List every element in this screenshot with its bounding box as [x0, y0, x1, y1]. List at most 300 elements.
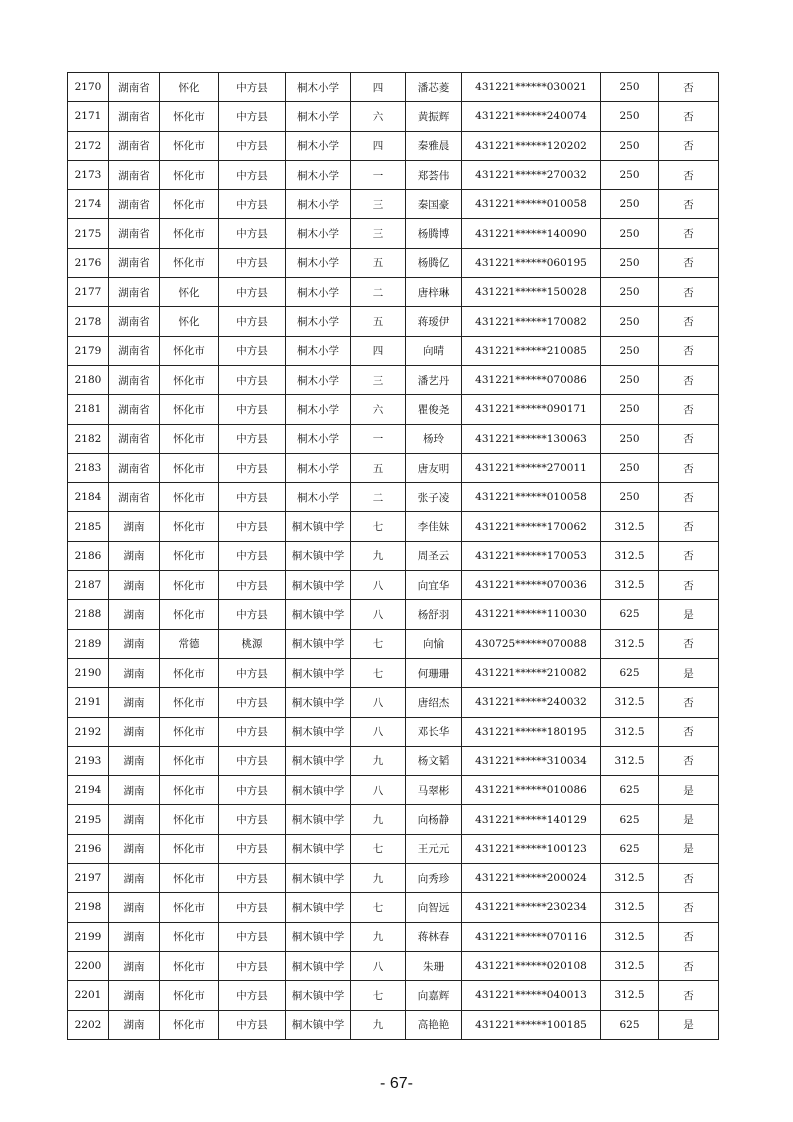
id-number-cell: 431221******070086 — [462, 365, 601, 394]
amount-cell: 250 — [601, 278, 659, 307]
amount-cell: 625 — [601, 600, 659, 629]
province-cell: 湖南 — [109, 541, 160, 570]
id-number-cell: 431221******140129 — [462, 805, 601, 834]
flag-cell: 否 — [659, 541, 719, 570]
city-cell: 怀化市 — [160, 160, 219, 189]
id-number-cell: 430725******070088 — [462, 629, 601, 658]
province-cell: 湖南 — [109, 658, 160, 687]
county-cell: 中方县 — [219, 160, 286, 189]
id-number-cell: 431221******070116 — [462, 922, 601, 951]
student-name-cell: 邓长华 — [406, 717, 462, 746]
table-row — [68, 981, 719, 1010]
table-row — [68, 893, 719, 922]
flag-cell: 否 — [659, 453, 719, 482]
grade-cell: 七 — [351, 629, 406, 658]
school-cell: 桐木小学 — [286, 248, 351, 277]
table-row — [68, 102, 719, 131]
row-index-cell: 2201 — [68, 981, 109, 1010]
amount-cell: 250 — [601, 248, 659, 277]
amount-cell: 312.5 — [601, 893, 659, 922]
city-cell: 怀化市 — [160, 717, 219, 746]
county-cell: 中方县 — [219, 981, 286, 1010]
school-cell: 桐木小学 — [286, 131, 351, 160]
student-name-cell: 杨文韬 — [406, 746, 462, 775]
table-row — [68, 190, 719, 219]
amount-cell: 312.5 — [601, 981, 659, 1010]
county-cell: 中方县 — [219, 864, 286, 893]
table-body — [68, 73, 719, 1040]
county-cell: 中方县 — [219, 102, 286, 131]
school-cell: 桐木镇中学 — [286, 717, 351, 746]
grade-cell: 九 — [351, 1010, 406, 1039]
school-cell: 桐木小学 — [286, 483, 351, 512]
id-number-cell: 431221******030021 — [462, 73, 601, 102]
row-index-cell: 2188 — [68, 600, 109, 629]
grade-cell: 七 — [351, 834, 406, 863]
city-cell: 怀化市 — [160, 365, 219, 394]
amount-cell: 250 — [601, 307, 659, 336]
student-name-cell: 李佳妹 — [406, 512, 462, 541]
student-name-cell: 郑荟伟 — [406, 160, 462, 189]
amount-cell: 625 — [601, 658, 659, 687]
flag-cell: 否 — [659, 629, 719, 658]
county-cell: 中方县 — [219, 248, 286, 277]
row-index-cell: 2178 — [68, 307, 109, 336]
amount-cell: 250 — [601, 395, 659, 424]
row-index-cell: 2196 — [68, 834, 109, 863]
city-cell: 怀化市 — [160, 834, 219, 863]
city-cell: 怀化市 — [160, 805, 219, 834]
id-number-cell: 431221******140090 — [462, 219, 601, 248]
province-cell: 湖南省 — [109, 73, 160, 102]
flag-cell: 否 — [659, 571, 719, 600]
province-cell: 湖南 — [109, 834, 160, 863]
student-name-cell: 马翠彬 — [406, 776, 462, 805]
grade-cell: 五 — [351, 307, 406, 336]
flag-cell: 否 — [659, 307, 719, 336]
row-index-cell: 2181 — [68, 395, 109, 424]
grade-cell: 七 — [351, 658, 406, 687]
flag-cell: 否 — [659, 922, 719, 951]
id-number-cell: 431221******010086 — [462, 776, 601, 805]
table-row — [68, 541, 719, 570]
student-name-cell: 潘芯菱 — [406, 73, 462, 102]
flag-cell: 否 — [659, 864, 719, 893]
id-number-cell: 431221******060195 — [462, 248, 601, 277]
row-index-cell: 2183 — [68, 453, 109, 482]
grade-cell: 九 — [351, 541, 406, 570]
amount-cell: 250 — [601, 483, 659, 512]
table-row — [68, 1010, 719, 1039]
city-cell: 怀化市 — [160, 893, 219, 922]
grade-cell: 五 — [351, 453, 406, 482]
flag-cell: 否 — [659, 219, 719, 248]
id-number-cell: 431221******100123 — [462, 834, 601, 863]
table-row — [68, 131, 719, 160]
county-cell: 中方县 — [219, 307, 286, 336]
amount-cell: 312.5 — [601, 629, 659, 658]
amount-cell: 250 — [601, 336, 659, 365]
row-index-cell: 2184 — [68, 483, 109, 512]
school-cell: 桐木镇中学 — [286, 893, 351, 922]
flag-cell: 是 — [659, 600, 719, 629]
province-cell: 湖南 — [109, 688, 160, 717]
city-cell: 怀化市 — [160, 131, 219, 160]
flag-cell: 否 — [659, 688, 719, 717]
school-cell: 桐木小学 — [286, 278, 351, 307]
row-index-cell: 2192 — [68, 717, 109, 746]
school-cell: 桐木镇中学 — [286, 922, 351, 951]
grade-cell: 九 — [351, 864, 406, 893]
student-name-cell: 潘艺丹 — [406, 365, 462, 394]
province-cell: 湖南省 — [109, 483, 160, 512]
city-cell: 怀化 — [160, 278, 219, 307]
table-row — [68, 365, 719, 394]
id-number-cell: 431221******310034 — [462, 746, 601, 775]
city-cell: 怀化市 — [160, 951, 219, 980]
province-cell: 湖南 — [109, 776, 160, 805]
flag-cell: 否 — [659, 73, 719, 102]
row-index-cell: 2200 — [68, 951, 109, 980]
city-cell: 怀化市 — [160, 922, 219, 951]
amount-cell: 250 — [601, 453, 659, 482]
amount-cell: 312.5 — [601, 571, 659, 600]
school-cell: 桐木镇中学 — [286, 776, 351, 805]
student-name-cell: 杨腾亿 — [406, 248, 462, 277]
city-cell: 怀化市 — [160, 746, 219, 775]
city-cell: 怀化市 — [160, 190, 219, 219]
grade-cell: 六 — [351, 102, 406, 131]
id-number-cell: 431221******070036 — [462, 571, 601, 600]
amount-cell: 312.5 — [601, 512, 659, 541]
amount-cell: 312.5 — [601, 922, 659, 951]
row-index-cell: 2180 — [68, 365, 109, 394]
city-cell: 怀化市 — [160, 541, 219, 570]
table-row — [68, 571, 719, 600]
flag-cell: 否 — [659, 717, 719, 746]
county-cell: 中方县 — [219, 893, 286, 922]
table-row — [68, 73, 719, 102]
flag-cell: 否 — [659, 336, 719, 365]
data-table — [67, 72, 719, 1040]
city-cell: 怀化 — [160, 307, 219, 336]
student-name-cell: 蒋林春 — [406, 922, 462, 951]
county-cell: 中方县 — [219, 717, 286, 746]
county-cell: 中方县 — [219, 600, 286, 629]
province-cell: 湖南省 — [109, 160, 160, 189]
province-cell: 湖南省 — [109, 190, 160, 219]
grade-cell: 一 — [351, 424, 406, 453]
school-cell: 桐木小学 — [286, 73, 351, 102]
flag-cell: 否 — [659, 131, 719, 160]
table-row — [68, 805, 719, 834]
school-cell: 桐木镇中学 — [286, 658, 351, 687]
province-cell: 湖南 — [109, 1010, 160, 1039]
grade-cell: 四 — [351, 73, 406, 102]
grade-cell: 三 — [351, 365, 406, 394]
grade-cell: 七 — [351, 981, 406, 1010]
id-number-cell: 431221******150028 — [462, 278, 601, 307]
flag-cell: 是 — [659, 834, 719, 863]
city-cell: 怀化市 — [160, 483, 219, 512]
flag-cell: 否 — [659, 248, 719, 277]
province-cell: 湖南 — [109, 600, 160, 629]
id-number-cell: 431221******240074 — [462, 102, 601, 131]
county-cell: 中方县 — [219, 278, 286, 307]
row-index-cell: 2187 — [68, 571, 109, 600]
row-index-cell: 2182 — [68, 424, 109, 453]
student-name-cell: 高艳艳 — [406, 1010, 462, 1039]
table-row — [68, 307, 719, 336]
city-cell: 怀化市 — [160, 981, 219, 1010]
table-row — [68, 395, 719, 424]
id-number-cell: 431221******210082 — [462, 658, 601, 687]
school-cell: 桐木镇中学 — [286, 688, 351, 717]
province-cell: 湖南 — [109, 512, 160, 541]
city-cell: 怀化市 — [160, 600, 219, 629]
row-index-cell: 2189 — [68, 629, 109, 658]
province-cell: 湖南 — [109, 571, 160, 600]
amount-cell: 312.5 — [601, 864, 659, 893]
city-cell: 怀化市 — [160, 1010, 219, 1039]
county-cell: 中方县 — [219, 922, 286, 951]
grade-cell: 二 — [351, 483, 406, 512]
page-number: - 67- — [380, 1075, 413, 1092]
school-cell: 桐木小学 — [286, 395, 351, 424]
school-cell: 桐木镇中学 — [286, 805, 351, 834]
table-row — [68, 278, 719, 307]
school-cell: 桐木小学 — [286, 453, 351, 482]
city-cell: 怀化市 — [160, 776, 219, 805]
province-cell: 湖南省 — [109, 365, 160, 394]
row-index-cell: 2193 — [68, 746, 109, 775]
amount-cell: 250 — [601, 190, 659, 219]
city-cell: 怀化市 — [160, 395, 219, 424]
city-cell: 怀化市 — [160, 453, 219, 482]
grade-cell: 七 — [351, 893, 406, 922]
row-index-cell: 2175 — [68, 219, 109, 248]
amount-cell: 250 — [601, 160, 659, 189]
flag-cell: 否 — [659, 365, 719, 394]
school-cell: 桐木小学 — [286, 102, 351, 131]
student-name-cell: 朱珊 — [406, 951, 462, 980]
county-cell: 中方县 — [219, 746, 286, 775]
student-name-cell: 蒋瑷伊 — [406, 307, 462, 336]
row-index-cell: 2195 — [68, 805, 109, 834]
row-index-cell: 2176 — [68, 248, 109, 277]
county-cell: 桃源 — [219, 629, 286, 658]
grade-cell: 四 — [351, 336, 406, 365]
student-name-cell: 向嘉辉 — [406, 981, 462, 1010]
city-cell: 怀化市 — [160, 424, 219, 453]
county-cell: 中方县 — [219, 1010, 286, 1039]
id-number-cell: 431221******090171 — [462, 395, 601, 424]
flag-cell: 是 — [659, 658, 719, 687]
amount-cell: 312.5 — [601, 951, 659, 980]
table-row — [68, 688, 719, 717]
county-cell: 中方县 — [219, 190, 286, 219]
province-cell: 湖南 — [109, 629, 160, 658]
id-number-cell: 431221******020108 — [462, 951, 601, 980]
id-number-cell: 431221******120202 — [462, 131, 601, 160]
amount-cell: 625 — [601, 1010, 659, 1039]
school-cell: 桐木镇中学 — [286, 571, 351, 600]
row-index-cell: 2199 — [68, 922, 109, 951]
grade-cell: 八 — [351, 688, 406, 717]
city-cell: 怀化市 — [160, 512, 219, 541]
student-name-cell: 向杨静 — [406, 805, 462, 834]
county-cell: 中方县 — [219, 365, 286, 394]
id-number-cell: 431221******230234 — [462, 893, 601, 922]
student-name-cell: 黄振辉 — [406, 102, 462, 131]
student-name-cell: 唐绍杰 — [406, 688, 462, 717]
amount-cell: 312.5 — [601, 717, 659, 746]
province-cell: 湖南省 — [109, 102, 160, 131]
student-name-cell: 张子凌 — [406, 483, 462, 512]
school-cell: 桐木小学 — [286, 160, 351, 189]
amount-cell: 625 — [601, 834, 659, 863]
county-cell: 中方县 — [219, 336, 286, 365]
student-name-cell: 向秀珍 — [406, 864, 462, 893]
grade-cell: 四 — [351, 131, 406, 160]
flag-cell: 否 — [659, 278, 719, 307]
amount-cell: 250 — [601, 73, 659, 102]
school-cell: 桐木镇中学 — [286, 951, 351, 980]
province-cell: 湖南省 — [109, 336, 160, 365]
school-cell: 桐木小学 — [286, 424, 351, 453]
flag-cell: 否 — [659, 160, 719, 189]
flag-cell: 否 — [659, 951, 719, 980]
grade-cell: 八 — [351, 717, 406, 746]
province-cell: 湖南 — [109, 746, 160, 775]
province-cell: 湖南 — [109, 981, 160, 1010]
grade-cell: 五 — [351, 248, 406, 277]
row-index-cell: 2179 — [68, 336, 109, 365]
province-cell: 湖南 — [109, 893, 160, 922]
student-name-cell: 瞿俊尧 — [406, 395, 462, 424]
school-cell: 桐木小学 — [286, 365, 351, 394]
row-index-cell: 2186 — [68, 541, 109, 570]
id-number-cell: 431221******240032 — [462, 688, 601, 717]
flag-cell: 否 — [659, 981, 719, 1010]
row-index-cell: 2190 — [68, 658, 109, 687]
county-cell: 中方县 — [219, 805, 286, 834]
county-cell: 中方县 — [219, 776, 286, 805]
amount-cell: 625 — [601, 776, 659, 805]
table-row — [68, 160, 719, 189]
row-index-cell: 2191 — [68, 688, 109, 717]
school-cell: 桐木镇中学 — [286, 541, 351, 570]
school-cell: 桐木镇中学 — [286, 746, 351, 775]
amount-cell: 625 — [601, 805, 659, 834]
student-name-cell: 秦国豪 — [406, 190, 462, 219]
school-cell: 桐木镇中学 — [286, 512, 351, 541]
amount-cell: 250 — [601, 424, 659, 453]
table-row — [68, 600, 719, 629]
flag-cell: 是 — [659, 1010, 719, 1039]
province-cell: 湖南 — [109, 717, 160, 746]
province-cell: 湖南省 — [109, 278, 160, 307]
province-cell: 湖南 — [109, 951, 160, 980]
row-index-cell: 2198 — [68, 893, 109, 922]
id-number-cell: 431221******200024 — [462, 864, 601, 893]
school-cell: 桐木镇中学 — [286, 629, 351, 658]
student-name-cell: 王元元 — [406, 834, 462, 863]
amount-cell: 250 — [601, 219, 659, 248]
grade-cell: 九 — [351, 746, 406, 775]
table-row — [68, 336, 719, 365]
city-cell: 常德 — [160, 629, 219, 658]
county-cell: 中方县 — [219, 512, 286, 541]
id-number-cell: 431221******010058 — [462, 483, 601, 512]
table-row — [68, 864, 719, 893]
student-name-cell: 杨舒羽 — [406, 600, 462, 629]
table-row — [68, 483, 719, 512]
flag-cell: 否 — [659, 395, 719, 424]
city-cell: 怀化市 — [160, 571, 219, 600]
flag-cell: 否 — [659, 483, 719, 512]
id-number-cell: 431221******270011 — [462, 453, 601, 482]
county-cell: 中方县 — [219, 483, 286, 512]
province-cell: 湖南省 — [109, 424, 160, 453]
id-number-cell: 431221******170082 — [462, 307, 601, 336]
province-cell: 湖南省 — [109, 248, 160, 277]
county-cell: 中方县 — [219, 453, 286, 482]
county-cell: 中方县 — [219, 424, 286, 453]
county-cell: 中方县 — [219, 658, 286, 687]
school-cell: 桐木镇中学 — [286, 834, 351, 863]
county-cell: 中方县 — [219, 571, 286, 600]
amount-cell: 250 — [601, 365, 659, 394]
id-number-cell: 431221******010058 — [462, 190, 601, 219]
county-cell: 中方县 — [219, 688, 286, 717]
id-number-cell: 431221******110030 — [462, 600, 601, 629]
city-cell: 怀化市 — [160, 102, 219, 131]
id-number-cell: 431221******180195 — [462, 717, 601, 746]
amount-cell: 312.5 — [601, 541, 659, 570]
county-cell: 中方县 — [219, 73, 286, 102]
province-cell: 湖南省 — [109, 131, 160, 160]
city-cell: 怀化市 — [160, 219, 219, 248]
student-name-cell: 向智远 — [406, 893, 462, 922]
row-index-cell: 2197 — [68, 864, 109, 893]
school-cell: 桐木小学 — [286, 190, 351, 219]
row-index-cell: 2170 — [68, 73, 109, 102]
table-row — [68, 219, 719, 248]
city-cell: 怀化市 — [160, 864, 219, 893]
province-cell: 湖南 — [109, 922, 160, 951]
school-cell: 桐木镇中学 — [286, 600, 351, 629]
grade-cell: 一 — [351, 160, 406, 189]
table-row — [68, 922, 719, 951]
city-cell: 怀化 — [160, 73, 219, 102]
student-name-cell: 周圣云 — [406, 541, 462, 570]
grade-cell: 三 — [351, 190, 406, 219]
table-row — [68, 776, 719, 805]
table-row — [68, 834, 719, 863]
grade-cell: 八 — [351, 571, 406, 600]
row-index-cell: 2194 — [68, 776, 109, 805]
school-cell: 桐木小学 — [286, 307, 351, 336]
table-row — [68, 248, 719, 277]
county-cell: 中方县 — [219, 219, 286, 248]
city-cell: 怀化市 — [160, 336, 219, 365]
student-name-cell: 向晴 — [406, 336, 462, 365]
flag-cell: 否 — [659, 190, 719, 219]
flag-cell: 是 — [659, 776, 719, 805]
grade-cell: 八 — [351, 600, 406, 629]
student-name-cell: 何珊珊 — [406, 658, 462, 687]
